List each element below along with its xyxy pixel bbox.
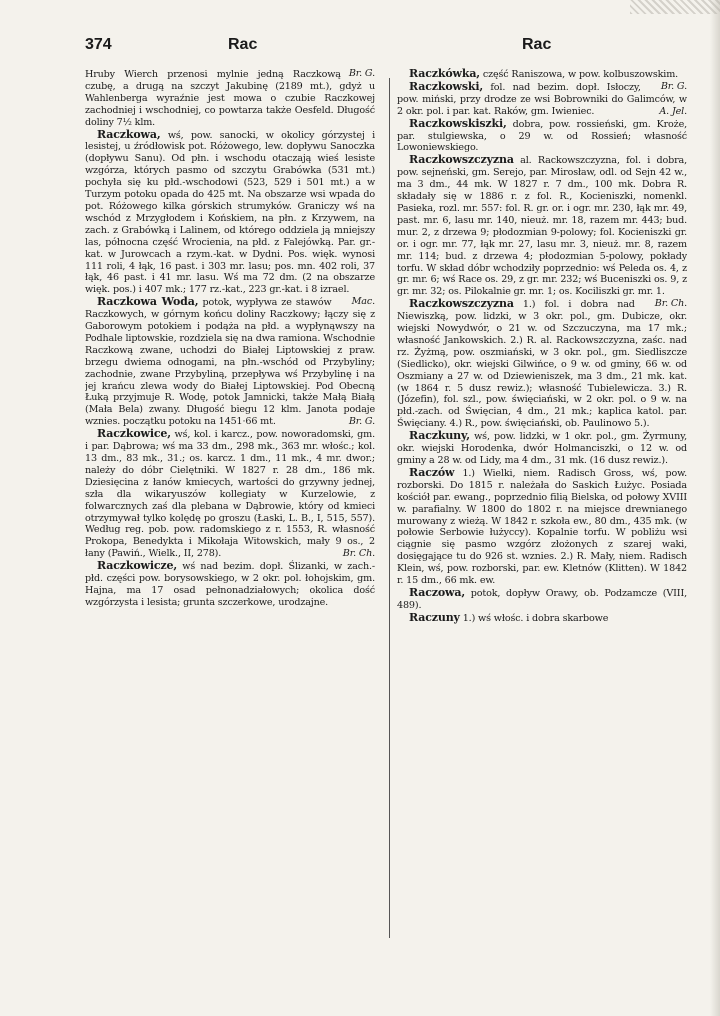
author-signature: A. Jel. xyxy=(659,105,687,117)
entry-text: wś nad bezim. dopł. Ślizanki, w zach.-płd. części pow. borysowskiego, w 2 okr. pol. łohojskim, gm. Hajna, ma 17 osad pełnonadziałowych; okolica dość wzgórzysta i lesista; grunta szczerkowe, urodzajne. xyxy=(85,561,375,608)
entry-text: dobra, pow. rossieński, gm. Kroże, par. stulgiewska, o 29 w. od Rossień; własność Lowoniewskiego. xyxy=(397,118,687,154)
running-head-right: Rac xyxy=(522,36,552,53)
entry-text: 1.) fol. i dobra nad Niewiszką, pow. lidzki, w 3 okr. pol., gm. Dubicze, okr. wiejski Nowydwór, o 21 w. od Szczuczyna, ma 17 mk.; własność Jankowskich. 2.) R. al. Rackowszczyzna, zaśc. nad rz. Żyżmą, pow. oszmiański, w 3 okr. pol., gm. Siedliszcze (Siedlicko), okr. wiejski Gilwińce, o 9 w. od gminy, 66 w. od Oszmiany a 27 w. od Dziewieniszek, ma 3 dm., 21 mk. kat. (w 1864 r. 5 dusz rewiz.); własność Tubielewicza. 3.) R. (Józefin), fol. szl., pow. święciański, w 2 okr. pol. o 9 w. na płd.-zach. od Święcian, 4 dm., 21 mk.; kaplica katol. par. Święciany. 4.) R., pow. święciański, ob. Paulinowo 5.). xyxy=(397,299,687,430)
entry-text: 1.) wś włośc. i dobra skarbowe xyxy=(459,612,609,624)
entry-text: potok, wypływa ze stawów Raczkowych, w górnym końcu doliny Raczkowy; łączy się z Gaborowym potokiem i podąża na płd. a wypłynąwszy na Podhale liptowskie, rozdziela się na dwa ramiona. Wschodnie Raczkową zwane, uchodzi do Białej Liptowskiej z praw. brzegu dwiema odnogami, na płn.-wschód od Przybyliny; zachodnie, zwane Przybyliną, przepływa wś Przybylinę i na jej krańcu zlewa wody do Białej Liptowskiej. Pod Obecną Łuką przyjmuje R. Wodę, potok Jamnicki, także Małą Białą (Mała Bela) zwany. Długość biegu 12 klm. Janota podaje wznies. początku potoku na 1451·66 mt. xyxy=(85,297,375,428)
author-signature: Br. Ch. xyxy=(654,298,687,310)
entry xyxy=(397,467,687,587)
entry xyxy=(85,68,375,129)
author-signature: Br. G. xyxy=(348,416,375,428)
entry-text: fol. nad bezim. dopł. Isłoczy, pow. miński, przy drodze ze wsi Bobrowniki do Galimców, w 2 okr. pol. i par. kat. Raków, gm. Iwieniec. xyxy=(397,81,687,117)
page-number: 374 xyxy=(85,36,112,53)
author-signature: Br. G. xyxy=(660,80,687,92)
entry-headword: Raczowa, xyxy=(409,585,466,599)
entry-headword: Raczkowa, xyxy=(97,127,161,141)
author-signature: Br. Ch. xyxy=(342,548,375,560)
page-header xyxy=(0,36,720,60)
entry-headword: Raczkowskiszki, xyxy=(409,116,507,130)
entry-text: wś, kol. i karcz., pow. noworadomski, gm. i par. Dąbrowa; wś ma 33 dm., 298 mk., 363 mr. włośc.; kol. 13 dm., 83 mk., 31.; os. karcz. 1 dm., 11 mk., 4 mr. dwor.; należy do dóbr Cielętniki. W 1827 r. 28 dm., 186 mk. Dziesięcina z łanów kmiecych, wartości do grzywny jednej, szła dla wikaryuszów kollegiaty w Kurzelowie, z folwarcznych zaś dla plebana w Dąbrowie, który od kmieci otrzymywał tylko kolędę po groszu (Łaski, L. B., I, 515, 557). Według reg. pob. pow. radomskiego z r. 1553, R. własność Prokopa, Benedykta i Mikołaja Witowskich, mały 9 os., 2 łany (Pawiń., Wielk., II, 278). xyxy=(85,429,375,560)
entry xyxy=(85,560,375,609)
entry-headword: Raczuny xyxy=(409,610,460,624)
entry-headword: Raczkowski, xyxy=(409,79,484,93)
entry-headword: Raczów xyxy=(409,465,455,479)
entry-headword: Raczkowa Woda, xyxy=(97,295,199,309)
entry-text: al. Rackowszczyzna, fol. i dobra, pow. sejneński, gm. Serejo, par. Mirosław, odl. od Sejn 42 w., ma 3 dm., 44 mk. W 1827 r. 7 dm., 100 mk. Dobra R. składały się w 1886 r. z fol. R., Kocieniszki, nomenkl. Pasieka, rozl. mr. 557: fol. R. gr. or. i ogr. mr. 230, łąk mr. 49, past. mr. 6, lasu mr. 140, nieuż. mr. 18, razem mr. 443; bud. mur. 2, z drzewa 9; płodozmian 9-polowy; fol. Kocieniszki gr. or. i ogr. mr. 77, łąk mr. 27, lasu mr. 3, nieuż. mr. 8, razem mr. 114; bud. z drzewa 4; płodozmian 5-polowy, pokłady torfu. W skład dóbr wchodziły poprzednio: wś Peleda os. 4, z gr. mr. 6; wś Race os. 29, z gr. mr. 232; wś Buceniszki os. 9, z gr. mr. 32; os. Pilokalnie gr. mr. 1; os. Kociliszki gr. mr. 1. xyxy=(397,155,687,298)
right-column xyxy=(397,68,687,988)
author-signature: Mac. xyxy=(351,296,375,308)
entry-headword: Raczkowicze, xyxy=(97,559,178,573)
entry-headword: Raczkuny, xyxy=(409,429,470,443)
entry-text: część Raniszowa, w pow. kolbuszowskim. xyxy=(479,69,679,80)
scan-corner-artifact xyxy=(630,0,720,14)
column-divider xyxy=(389,78,390,938)
entry-headword: Raczkowice, xyxy=(97,427,171,441)
entry xyxy=(397,612,687,625)
entry-text: potok, dopływ Orawy, ob. Podzamcze (VIII, 489). xyxy=(397,587,687,611)
entry-text: 1.) Wielki, niem. Radisch Gross, wś, pow. rozborski. Do 1815 r. należała do Saskich Łużyc. Posiada kościół par. ewang., poprzednio filią Bielska, od połowy XVIII w. parafialny. W 1800 do 1802 r. na miejsce drewnianego murowany z wieżą. W 1842 r. szkoła ew., 80 dm., 435 mk. (w połowie Serbowie łużyccy). Kopalnie torfu. W pobliżu wsi ciągnie się pasmo wzgórz złożonych z szarej waki, dosięgające tu do 926 st. wznies. 2.) R. Mały, niem. Radisch Klein, wś, pow. rozborski, par. ew. Kletnów (Klitten). W 1842 r. 15 dm., 66 mk. ew. xyxy=(397,467,687,587)
left-column xyxy=(85,68,375,988)
entry xyxy=(85,296,375,428)
entry-text: Hruby Wierch przenosi mylnie jedną Raczkową czubę, a drugą na szczyt Jakubinę (2189 mt.), gdyż u Wahlenberga wyraźnie jest mowa o czubie Raczkowej zachodniej i wschodniej, co powtarza także Oesfeld. Długość doliny 7½ klm. xyxy=(85,69,375,128)
entry-headword: Raczkówka, xyxy=(409,68,480,80)
running-head-left: Rac xyxy=(228,36,258,53)
entry xyxy=(397,153,687,310)
entry-text: wś, pow. lidzki, w 1 okr. pol., gm. Żyrmuny, okr. wiejski Horodenka, dwór Holmanciszki, o 12 w. od gminy a 28 w. od Lidy, ma 4 dm., 31 mk. (16 dusz rewiz.). xyxy=(397,431,687,466)
page-edge-shadow xyxy=(710,0,720,1016)
entry-headword: Raczkowszczyzna xyxy=(409,297,514,311)
entry xyxy=(397,430,687,467)
author-signature: Br. G. xyxy=(348,68,375,79)
entry-headword: Raczkowszczyzna xyxy=(409,153,514,167)
entry xyxy=(397,587,687,612)
entry xyxy=(397,298,687,430)
entry xyxy=(85,428,375,560)
entry-text: wś, pow. sanocki, w okolicy górzystej i lesistej, u źródłowisk pot. Różowego, lew. dopływu Sanoczka (dopływu Sanu). Od płn. i wschodu otaczają wieś lesiste wzgórza, których pasmo od szczytu Grabówka (531 mt.) pochyła się ku płd.-wschodowi (523, 529 i 501 mt.) a w Turzym potoku opada do 425 mt. Na obszarze wsi wpada do pot. Różowego kilka górskich strumyków. Graniczy wś na wschód z Mrzygłodem i Końskiem, na płn. z Krzywem, na zach. z Grabówką i Lalinem, od którego oddziela ją mniejszy las, północna część Wrocienia, na płd. z Falejówką. Par. gr.-kat. w Jurowcach a rzym.-kat. w Dydni. Pos. więk. wynosi 111 roli, 4 łąk, 16 past. i 303 mr. lasu; pos. mn. 402 roli, 37 łąk, 46 past. i 41 mr. lasu. Wś ma 72 dm. (2 na obszarze więk. pos.) i 407 mk.; 177 rz.-kat., 223 gr.-kat. i 8 izrael. xyxy=(85,129,375,296)
entry xyxy=(397,118,687,155)
